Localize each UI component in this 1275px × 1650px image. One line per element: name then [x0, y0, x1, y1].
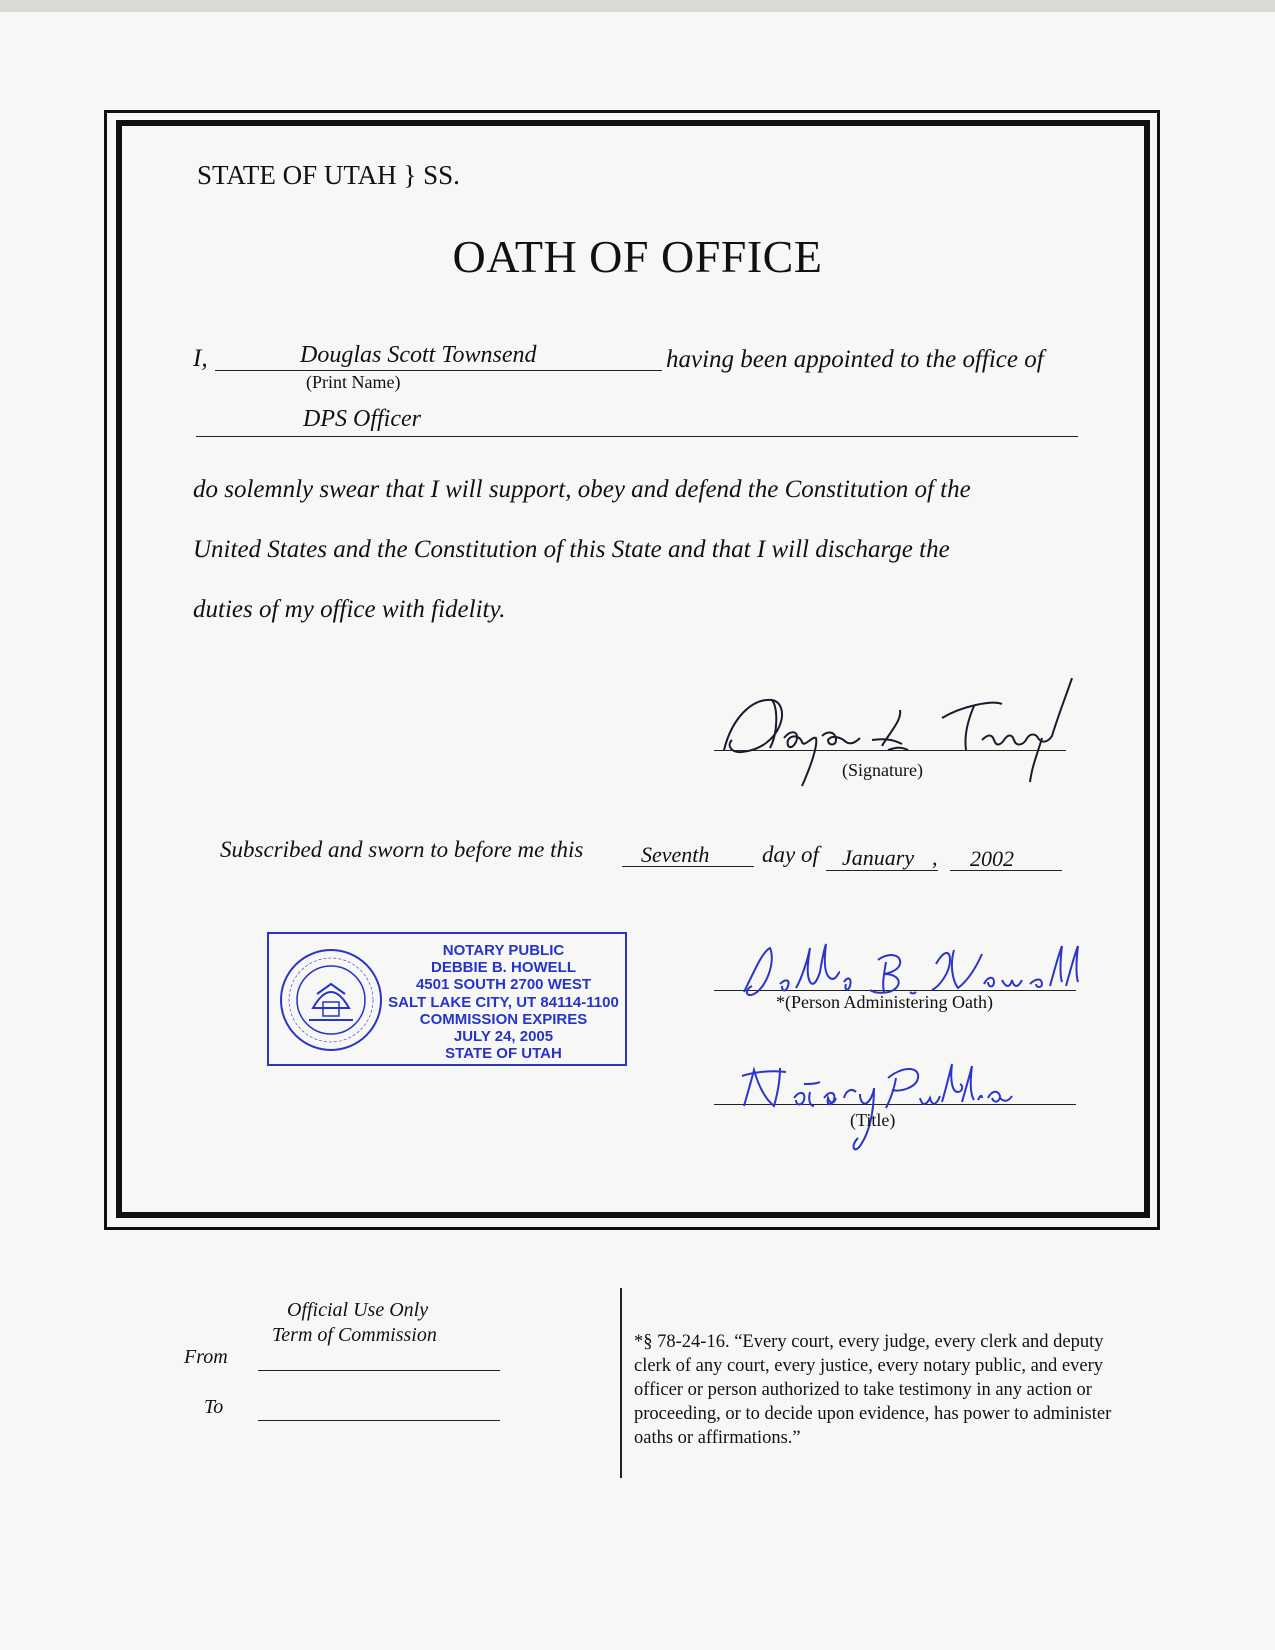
administrator-caption: *(Person Administering Oath)	[776, 992, 993, 1012]
sworn-day-of: day of	[762, 842, 819, 867]
stamp-line: STATE OF UTAH	[445, 1045, 562, 1063]
sworn-prefix: Subscribed and sworn to before me this	[220, 837, 584, 862]
oath-text-line-3: duties of my office with fidelity.	[193, 596, 506, 623]
to-label: To	[204, 1396, 224, 1418]
stamp-line: SALT LAKE CITY, UT 84114-1100	[388, 993, 619, 1011]
oath-text-line-2: United States and the Constitution of this State and that I will discharge the	[193, 536, 950, 563]
stamp-line: NOTARY PUBLIC	[442, 942, 565, 959]
stamp-line: DEBBIE B. HOWELL	[431, 959, 576, 977]
state-seal-icon	[277, 946, 385, 1054]
signature-caption: (Signature)	[842, 760, 923, 780]
term-of-commission-heading: Term of Commission	[272, 1324, 437, 1346]
officer-signature-drawing	[712, 678, 1152, 788]
state-venue-line: STATE OF UTAH } SS.	[197, 160, 460, 190]
from-label: From	[184, 1346, 228, 1368]
scan-edge	[0, 0, 1275, 12]
stamp-line: 4501 SOUTH 2700 WEST	[415, 976, 592, 994]
sworn-day-value: Seventh	[641, 842, 710, 867]
to-input-line[interactable]	[258, 1420, 500, 1421]
title-caption: (Title)	[850, 1110, 896, 1130]
notary-stamp	[267, 932, 627, 1066]
oath-text-line-1: do solemnly swear that I will support, obey and defend the Constitution of the	[193, 476, 971, 503]
office-line	[196, 436, 1078, 437]
statute-note: *§ 78-24-16. “Every court, every judge, every clerk and deputy clerk of any court, every justice, every notary public, and every officer or person authorized to take testimony in any action or proceeding, or to decide upon evidence, has power to administer oaths or affirmations.”	[634, 1332, 1112, 1448]
office-value: DPS Officer	[303, 406, 421, 432]
print-name-line	[215, 370, 662, 371]
sworn-year-value: 2002	[970, 846, 1014, 871]
stamp-line: COMMISSION EXPIRES	[419, 1010, 588, 1028]
printed-name-value: Douglas Scott Townsend	[300, 342, 537, 368]
appointed-phrase: having been appointed to the office of	[666, 346, 1044, 373]
sworn-comma: ,	[932, 845, 938, 870]
footer-divider	[620, 1288, 622, 1478]
title-handwriting-drawing	[738, 1058, 1018, 1158]
oath-pronoun: I,	[193, 345, 208, 372]
document-title: OATH OF OFFICE	[452, 231, 823, 282]
official-use-heading: Official Use Only	[287, 1299, 429, 1321]
sworn-month-value: January	[842, 845, 915, 870]
print-name-caption: (Print Name)	[306, 372, 401, 392]
stamp-line: JULY 24, 2005	[453, 1028, 554, 1046]
stamp-text	[381, 942, 626, 1062]
from-input-line[interactable]	[258, 1370, 500, 1371]
